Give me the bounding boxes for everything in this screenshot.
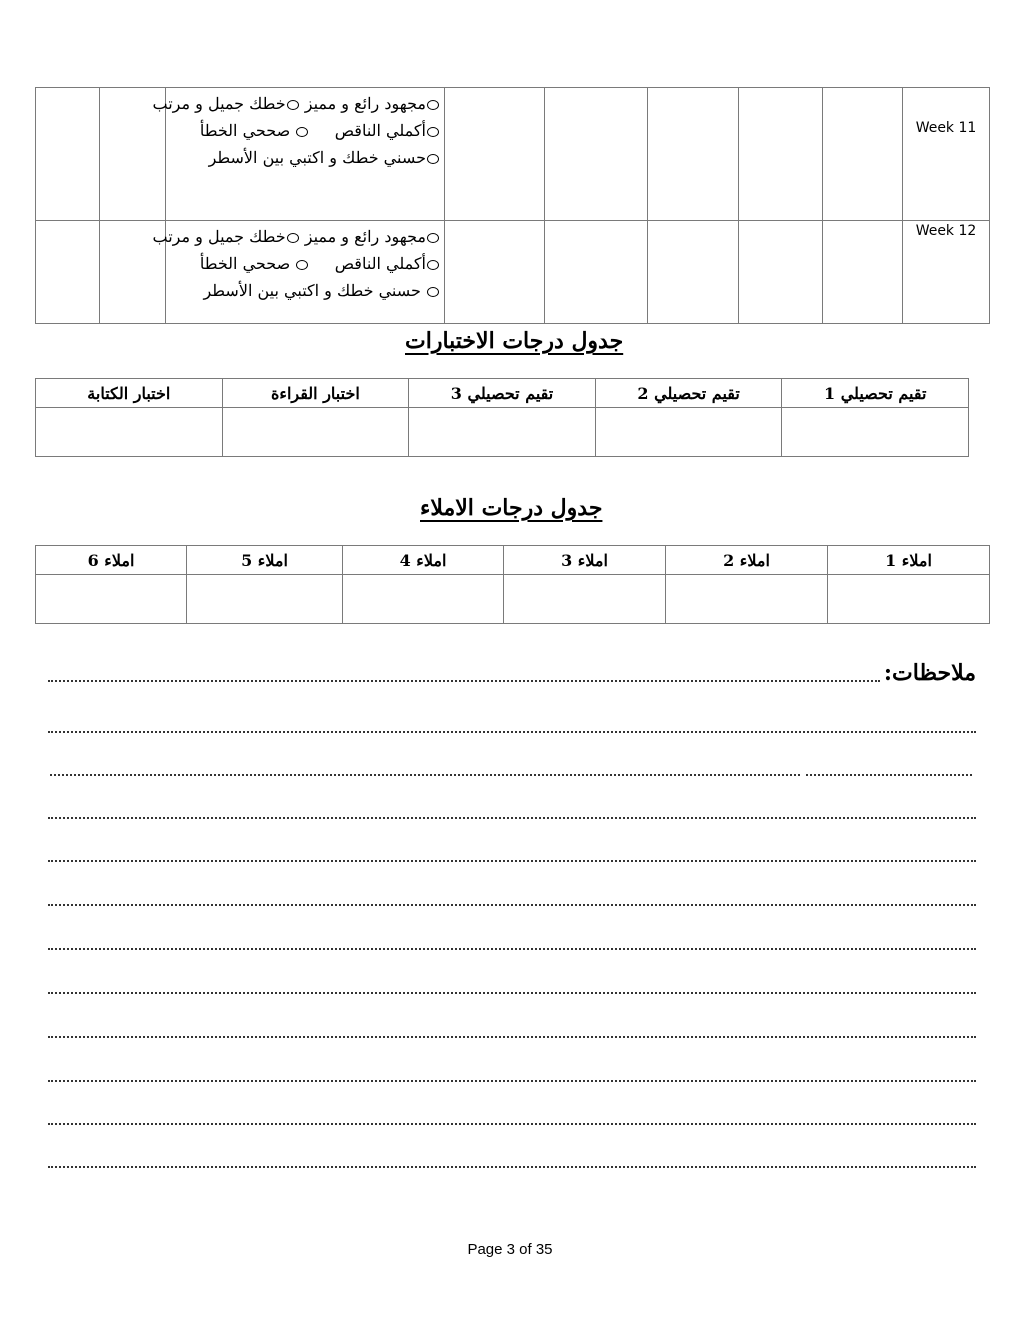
notes-line[interactable] (48, 860, 976, 862)
notes-line[interactable] (48, 948, 976, 950)
week-label: Week 12 (903, 221, 990, 324)
score-cell[interactable] (782, 408, 969, 457)
score-cell[interactable] (666, 575, 828, 624)
radio-circle-icon[interactable] (296, 127, 308, 137)
tests-table (35, 378, 969, 457)
table-header-row (36, 546, 990, 575)
weekly-table (35, 87, 990, 324)
score-cell[interactable] (409, 408, 596, 457)
grade-cell[interactable] (545, 88, 648, 221)
radio-circle-icon[interactable] (427, 154, 439, 164)
notes-line[interactable] (48, 1123, 976, 1125)
notes-line[interactable] (50, 774, 800, 776)
score-cell[interactable] (36, 575, 187, 624)
grade-cell[interactable] (445, 221, 545, 324)
score-cell[interactable] (828, 575, 990, 624)
column-header: املاء 4 (343, 546, 504, 575)
notes-line[interactable] (48, 1080, 976, 1082)
column-header: املاء 5 (187, 546, 343, 575)
feedback-options: مجهود رائع و مميز خطك جميل و مرتب أكملي الناقص صححي الخطأ حسني خطك و اكتبي بين الأسطر (166, 88, 445, 221)
score-cell[interactable] (222, 408, 409, 457)
notes-line[interactable] (806, 774, 972, 776)
radio-circle-icon[interactable] (287, 233, 299, 243)
column-header: املاء 6 (36, 546, 187, 575)
notes-line[interactable] (48, 904, 976, 906)
tests-table-title: جدول درجات الاختبارات (405, 328, 624, 354)
table-row (36, 88, 990, 221)
grade-cell[interactable] (545, 221, 648, 324)
radio-circle-icon[interactable] (427, 233, 439, 243)
score-cell[interactable] (504, 575, 666, 624)
grade-cell[interactable] (823, 88, 903, 221)
table-row (36, 408, 969, 457)
column-header: اختبار القراءة (222, 379, 409, 408)
column-header: املاء 2 (666, 546, 828, 575)
column-header: اختبار الكتابة (36, 379, 223, 408)
radio-circle-icon[interactable] (296, 260, 308, 270)
radio-circle-icon[interactable] (427, 100, 439, 110)
score-cell[interactable] (343, 575, 504, 624)
dictation-table-title: جدول درجات الاملاء (420, 495, 603, 521)
table-row (36, 575, 990, 624)
notes-line[interactable] (48, 731, 976, 733)
radio-circle-icon[interactable] (427, 127, 439, 137)
feedback-options: مجهود رائع و مميز خطك جميل و مرتب أكملي الناقص صححي الخطأ حسني خطك و اكتبي بين الأسطر (166, 221, 445, 324)
radio-circle-icon[interactable] (287, 100, 299, 110)
column-header: املاء 3 (504, 546, 666, 575)
radio-circle-icon[interactable] (427, 260, 439, 270)
column-header: تقيم تحصيلي 1 (782, 379, 969, 408)
column-header: املاء 1 (828, 546, 990, 575)
dictation-table (35, 545, 990, 624)
table-row (36, 221, 990, 324)
table-header-row (36, 379, 969, 408)
column-header: تقيم تحصيلي 2 (595, 379, 782, 408)
radio-circle-icon[interactable] (427, 287, 439, 297)
grade-cell[interactable] (823, 221, 903, 324)
notes-line[interactable] (48, 1036, 976, 1038)
notes-line[interactable] (48, 992, 976, 994)
notes-line[interactable] (48, 1166, 976, 1168)
score-cell[interactable] (595, 408, 782, 457)
grade-cell[interactable] (739, 88, 823, 221)
grade-cell[interactable] (36, 221, 100, 324)
notes-line[interactable] (48, 817, 976, 819)
grade-cell[interactable] (648, 88, 739, 221)
notes-label: ملاحظات: (883, 660, 976, 686)
grade-cell[interactable] (739, 221, 823, 324)
notes-line[interactable] (48, 680, 880, 682)
grade-cell[interactable] (445, 88, 545, 221)
grade-cell[interactable] (648, 221, 739, 324)
score-cell[interactable] (36, 408, 223, 457)
score-cell[interactable] (187, 575, 343, 624)
column-header: تقيم تحصيلي 3 (409, 379, 596, 408)
week-label: Week 11 (903, 88, 990, 221)
grade-cell[interactable] (36, 88, 100, 221)
page-number: Page 3 of 35 (467, 1241, 553, 1258)
